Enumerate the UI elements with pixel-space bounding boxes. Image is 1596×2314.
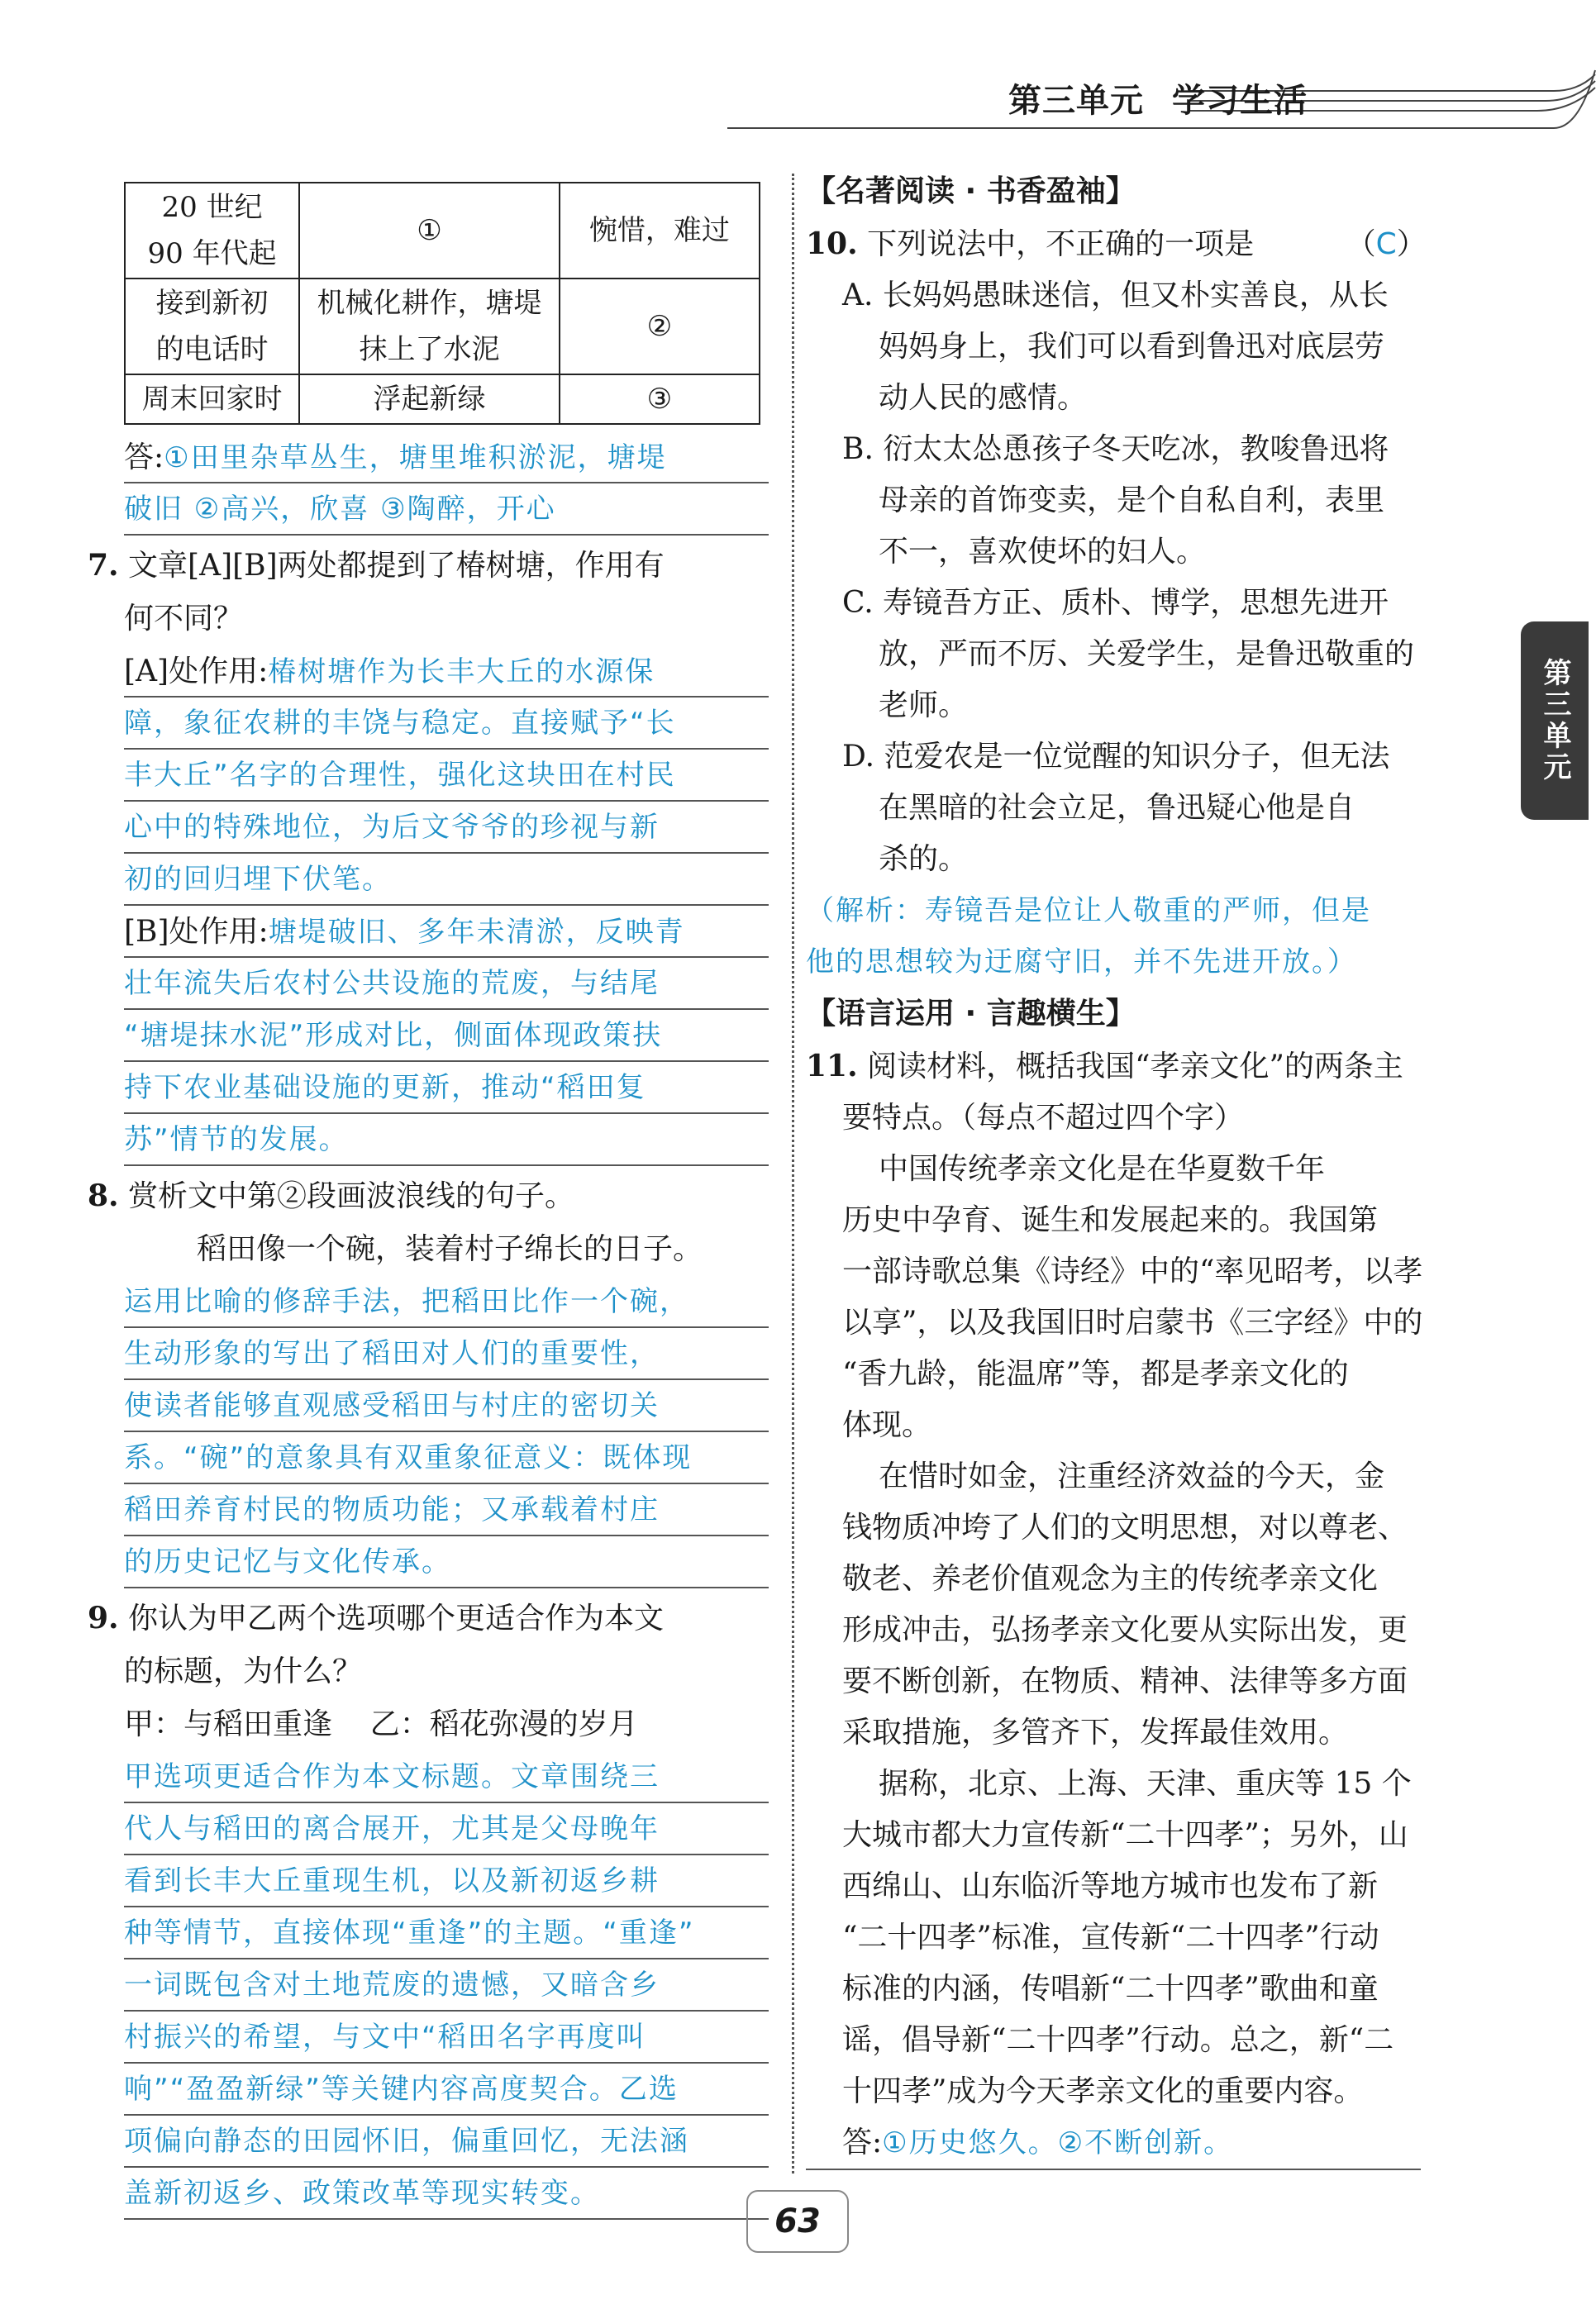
option-b: B. 衍太太怂恿孩子冬天吃冰，教唆鲁迅将: [842, 432, 1389, 466]
question-text: 下列说法中，不正确的一项是: [867, 227, 1255, 261]
option-c-cont: 老师。: [879, 688, 969, 722]
table-cell: 周末回家时: [125, 374, 299, 424]
answer-line: 初的回归埋下伏笔。: [124, 854, 769, 906]
table-cell-text: 20 世纪 90 年代起: [147, 191, 277, 270]
answer-line: 苏”情节的发展。: [124, 1114, 769, 1166]
question-8: [88, 1169, 769, 1588]
material-line: 形成冲击，弘扬孝亲文化要从实际出发，更: [842, 1613, 1408, 1647]
question-9: [88, 1592, 769, 2220]
q6-answer: [124, 431, 769, 536]
question-number: 7.: [88, 548, 119, 583]
answer-line: 心中的特殊地位，为后文爷爷的珍视与新: [124, 802, 769, 854]
table-cell: ①: [299, 183, 560, 279]
answer-line: 稻田养育村民的物质功能；又承载着村庄: [124, 1484, 769, 1536]
answer-line: 破旧 ②高兴，欣喜 ③陶醉，开心: [124, 483, 769, 536]
side-unit-tab: 第三单元: [1521, 621, 1589, 820]
question-text: 你认为甲乙两个选项哪个更适合作为本文: [128, 1602, 665, 1636]
material-line: “香九龄，能温席”等，都是孝亲文化的: [842, 1357, 1349, 1391]
answer-line: 使读者能够直观感受稻田与村庄的密切关: [124, 1380, 769, 1432]
material-line: 采取措施，多管齐下，发挥最佳效用。: [842, 1716, 1349, 1750]
table-cell-text: 接到新初 的电话时: [155, 287, 269, 366]
question-number: 10.: [806, 226, 858, 261]
option-c-cont: 放，严而不厉、关爱学生，是鲁迅敬重的: [879, 637, 1415, 671]
header-unit: 第三单元: [1008, 82, 1144, 120]
answer-line: 甲选项更适合作为本文标题。文章围绕三: [124, 1751, 769, 1803]
option-b-cont: 母亲的首饰变卖，是个自私自利，表里: [879, 483, 1385, 517]
answer-line: 村振兴的希望，与文中“稻田名字再度叫: [124, 2012, 769, 2064]
table-cell: [299, 279, 560, 374]
material-line: 钱物质冲垮了人们的文明思想，对以尊老、: [842, 1511, 1408, 1545]
question-number: 9.: [88, 1601, 119, 1636]
header-topic: 学习生活: [1172, 82, 1308, 120]
material-line: 敬老、养老价值观念为主的传统孝亲文化: [842, 1562, 1379, 1596]
question-number: 8.: [88, 1178, 119, 1213]
option-d: D. 范爱农是一位觉醒的知识分子，但无法: [842, 740, 1390, 774]
answer-line: 种等情节，直接体现“重逢”的主题。“重逢”: [124, 1907, 769, 1959]
question-text: 文章[A][B]两处都提到了椿树塘，作用有: [128, 549, 665, 583]
table-cell: ②: [560, 279, 760, 374]
page-number: 63: [746, 2190, 849, 2253]
table-cell-text: 机械化耕作，塘堤 抹上了水泥: [317, 287, 542, 366]
answer-line: 看到长丰大丘重现生机，以及新初返乡耕: [124, 1855, 769, 1907]
section-heading: 【语言运用 · 言趣横生】: [806, 997, 1136, 1031]
answer-label: 答:: [124, 440, 164, 474]
material-line: 据称，北京、上海、天津、重庆等 15 个: [879, 1767, 1412, 1801]
answer-line: 响”“盈盈新绿”等关键内容高度契合。乙选: [124, 2064, 769, 2116]
material-line: 体现。: [842, 1408, 932, 1442]
question-text: 阅读材料，概括我国“孝亲文化”的两条主: [867, 1050, 1403, 1083]
option-d-cont: 杀的。: [879, 842, 969, 876]
answer-line: 障，象征农耕的丰饶与稳定。直接赋予“长: [124, 698, 769, 750]
material-line: 要不断创新，在物质、精神、法律等多方面: [842, 1664, 1408, 1698]
quoted-sentence: 稻田像一个碗，装着村子绵长的日子。: [197, 1232, 703, 1266]
question-11: [806, 1040, 1467, 2170]
answer-line: 生动形象的写出了稻田对人们的重要性，: [124, 1328, 769, 1380]
question-10: [806, 218, 1467, 988]
answer-line: 盖新初返乡、政策改革等现实转变。: [124, 2168, 769, 2220]
answer-line: 运用比喻的修辞手法，把稻田比作一个碗，: [124, 1276, 769, 1328]
table-row: [125, 183, 760, 279]
page-header: [727, 66, 1596, 140]
answer-label: 答:: [842, 2126, 883, 2159]
material-line: 十四孝”成为今天孝亲文化的重要内容。: [842, 2074, 1364, 2108]
answer-line: 塘堤破旧、多年未清淤，反映青: [268, 916, 685, 949]
paren: （: [1346, 227, 1376, 261]
material-line: 西绵山、山东临沂等地方城市也发布了新: [842, 1869, 1379, 1903]
emotion-table: [124, 182, 760, 425]
answer-line: 持下农业基础设施的更新，推动“稻田复: [124, 1062, 769, 1114]
column-divider: [792, 174, 794, 2174]
table-cell: 惋惜，难过: [560, 183, 760, 279]
question-text: 何不同？: [124, 602, 244, 636]
right-column: [806, 165, 1467, 2170]
answer-line: 丰大丘”名字的合理性，强化这块田在村民: [124, 750, 769, 802]
material-line: 谣，倡导新“二十四孝”行动。总之，新“二: [842, 2023, 1394, 2057]
answer-line: 系。“碗”的意象具有双重象征意义：既体现: [124, 1432, 769, 1484]
table-row: [125, 279, 760, 374]
left-column: [88, 165, 769, 2220]
material-line: 在惜时如金，注重经济效益的今天，金: [879, 1459, 1385, 1493]
question-7: [88, 539, 769, 1166]
answer-line: 代人与稻田的离合展开，尤其是父母晚年: [124, 1803, 769, 1855]
question-text: 要特点。（每点不超过四个字）: [842, 1101, 1245, 1135]
analysis-line: 他的思想较为迂腐守旧，并不先进开放。）: [806, 945, 1357, 978]
question-text: 的标题，为什么？: [124, 1655, 363, 1688]
answer-line: ①田里杂草丛生，塘里堆积淤泥，塘堤: [164, 441, 667, 474]
option-a-cont: 妈妈身上，我们可以看到鲁迅对底层劳: [879, 330, 1385, 364]
table-cell: [125, 183, 299, 279]
analysis-line: （解析：寿镜吾是位让人敬重的严师，但是: [806, 894, 1371, 927]
table-cell: ③: [560, 374, 760, 424]
answer-line: 项偏向静态的田园怀旧，偏重回忆，无法涵: [124, 2116, 769, 2168]
answer-line: 的历史记忆与文化传承。: [124, 1536, 769, 1588]
material-line: 以享”，以及我国旧时启蒙书《三字经》中的: [842, 1306, 1423, 1340]
question-text: 赏析文中第②段画波浪线的句子。: [128, 1179, 575, 1213]
material-line: 历史中孕育、诞生和发展起来的。我国第: [842, 1203, 1379, 1237]
question-number: 11.: [806, 1049, 858, 1083]
material-line: “二十四孝”标准，宣传新“二十四孝”行动: [842, 1921, 1379, 1955]
table-cell: [125, 279, 299, 374]
answer-label: [A]处作用:: [124, 655, 269, 688]
q11-answer: [806, 2117, 1421, 2170]
table-cell: 浮起新绿: [299, 374, 560, 424]
answer-label: [B]处作用:: [124, 915, 269, 949]
option-a-cont: 动人民的感情。: [879, 381, 1088, 415]
material-line: 大城市都大力宣传新“二十四孝”；另外，山: [842, 1818, 1408, 1852]
option-a: A. 长妈妈愚昧迷信，但又朴实善良，从长: [842, 279, 1389, 312]
paren: ）: [1396, 227, 1427, 261]
answer-line: 一词既包含对土地荒废的遗憾，又暗含乡: [124, 1959, 769, 2012]
material-line: 一部诗歌总集《诗经》中的“率见昭考，以孝: [842, 1255, 1423, 1288]
option-b-cont: 不一，喜欢使坏的妇人。: [879, 535, 1207, 569]
option-c: C. 寿镜吾方正、质朴、博学，思想先进开: [842, 586, 1389, 620]
title-options: 甲：与稻田重逢 乙：稻花弥漫的岁月: [124, 1707, 638, 1741]
answer-line: “塘堤抹水泥”形成对比，侧面体现政策扶: [124, 1010, 769, 1062]
section-heading: 【名著阅读 · 书香盈袖】: [806, 174, 1136, 208]
choice-answer: C: [1375, 227, 1397, 261]
answer-line: 椿树塘作为长丰大丘的水源保: [268, 655, 655, 688]
header-title: [1008, 74, 1308, 121]
table-row: [125, 374, 760, 424]
answer-line: 壮年流失后农村公共设施的荒废，与结尾: [124, 958, 769, 1010]
material-line: 中国传统孝亲文化是在华夏数千年: [879, 1152, 1326, 1186]
option-d-cont: 在黑暗的社会立足，鲁迅疑心他是自: [879, 791, 1355, 825]
material-line: 标准的内涵，传唱新“二十四孝”歌曲和童: [842, 1972, 1379, 2006]
answer-line: ①历史悠久。②不断创新。: [882, 2126, 1234, 2159]
